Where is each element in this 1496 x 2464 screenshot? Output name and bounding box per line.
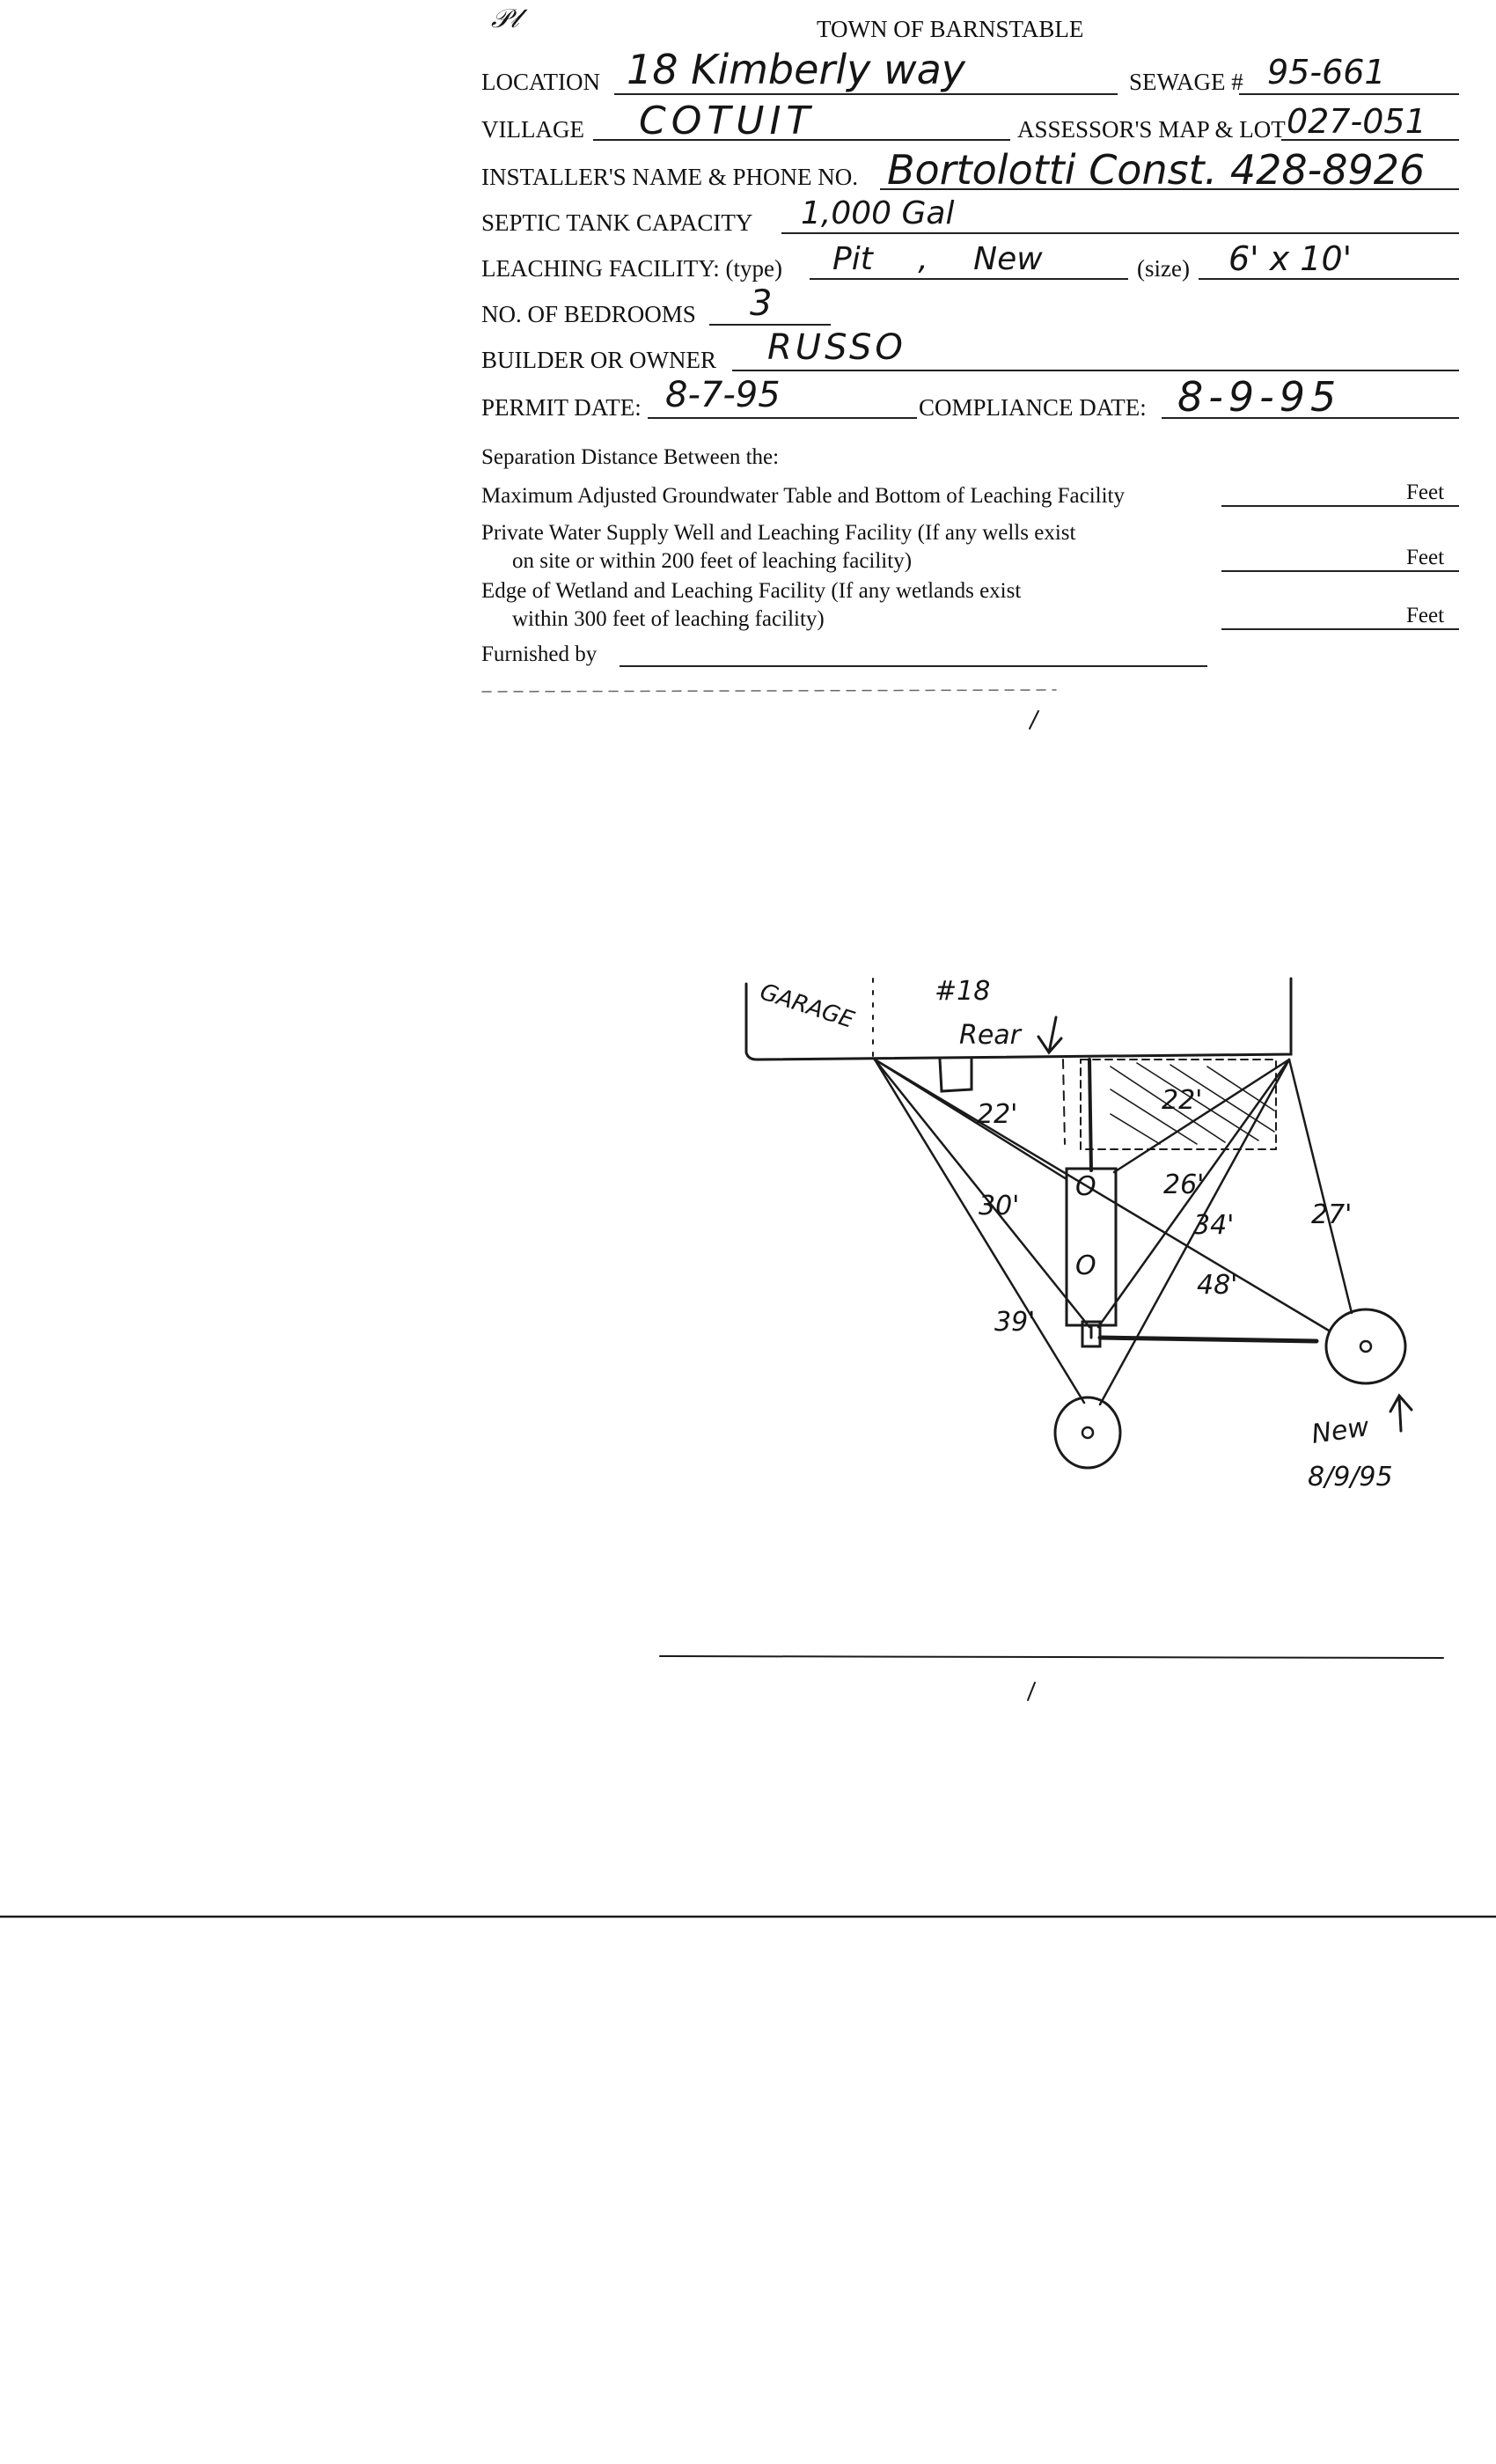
pipe-dashed-left xyxy=(1063,1060,1065,1144)
village-value: COTUIT xyxy=(639,99,816,143)
dim-22-left: 22' xyxy=(977,1099,1018,1130)
location-value: 18 Kimberly way xyxy=(627,46,965,93)
compliance-label: COMPLIANCE DATE: xyxy=(919,394,1147,421)
new-pit-arrow-icon xyxy=(1390,1396,1412,1431)
separation-row-well-line2: on site or within 200 feet of leaching facility) xyxy=(512,549,913,573)
dim-27: 27' xyxy=(1311,1199,1353,1230)
sewage-value: 95-661 xyxy=(1267,53,1386,92)
new-pit-date: 8/9/95 xyxy=(1308,1462,1393,1492)
dim-30: 30' xyxy=(979,1191,1020,1221)
garage-label: GARAGE xyxy=(756,979,858,1034)
wetland-feet-unit: Feet xyxy=(1406,604,1445,627)
groundwater-feet-unit: Feet xyxy=(1406,480,1445,504)
builder-label: BUILDER OR OWNER xyxy=(481,347,716,373)
pipe-to-new-pit xyxy=(1100,1338,1316,1341)
size-label: (size) xyxy=(1137,255,1190,282)
bedrooms-value: 3 xyxy=(750,283,773,324)
new-pit-note: New xyxy=(1309,1412,1371,1450)
sewage-label: SEWAGE # xyxy=(1129,69,1243,95)
separation-row-groundwater: Maximum Adjusted Groundwater Table and Bottom of Leaching Facility xyxy=(481,484,1125,508)
installer-value: Bortolotti Const. 428-8926 xyxy=(887,146,1426,194)
leaching-pit-old-center xyxy=(1082,1427,1093,1438)
initial-mark: 𝒫𝓁 xyxy=(491,4,519,34)
dim-22-right: 22' xyxy=(1162,1085,1203,1116)
tank-mark-outlet: O xyxy=(1075,1250,1096,1281)
size-value: 6' x 10' xyxy=(1228,239,1353,278)
form-title: TOWN OF BARNSTABLE xyxy=(817,16,1084,42)
dim-26: 26' xyxy=(1163,1170,1205,1200)
installer-label: INSTALLER'S NAME & PHONE NO. xyxy=(481,164,858,190)
scan-tick-mark xyxy=(1030,711,1038,729)
bedrooms-label: NO. OF BEDROOMS xyxy=(481,301,696,327)
well-feet-unit: Feet xyxy=(1406,546,1445,569)
rear-arrow-icon xyxy=(1038,1017,1061,1052)
leaching-pit-new xyxy=(1326,1309,1405,1383)
separation-row-wetland-line2: within 300 feet of leaching facility) xyxy=(512,607,825,631)
builder-value: RUSSO xyxy=(767,327,906,368)
house-bump xyxy=(940,1060,972,1091)
tank-mark-inlet: O xyxy=(1075,1171,1096,1202)
separation-row-well-line1: Private Water Supply Well and Leaching Facility (If any wells exist xyxy=(481,521,1076,545)
furnished-label: Furnished by xyxy=(481,642,598,666)
dim-34: 34' xyxy=(1193,1210,1235,1241)
village-label: VILLAGE xyxy=(481,116,584,143)
tank-label: SEPTIC TANK CAPACITY xyxy=(481,209,753,236)
scan-lower-rule xyxy=(660,1656,1443,1658)
scan-dashed-rule xyxy=(482,690,1056,692)
rear-label: Rear xyxy=(959,1020,1022,1051)
leaching-pit-new-center xyxy=(1360,1341,1371,1352)
tank-value: 1,000 Gal xyxy=(801,195,955,231)
separation-row-wetland-line1: Edge of Wetland and Leaching Facility (If any wetlands exist xyxy=(481,579,1022,603)
assessor-label: ASSESSOR'S MAP & LOT xyxy=(1017,116,1286,143)
permit-value: 8-7-95 xyxy=(665,375,781,415)
permit-label: PERMIT DATE: xyxy=(481,394,642,421)
building-sewer-pipe xyxy=(1089,1060,1091,1170)
leaching-pit-old xyxy=(1055,1397,1120,1468)
house-number: #18 xyxy=(935,976,991,1007)
compliance-value: 8-9-95 xyxy=(1177,373,1342,421)
assessor-value: 027-051 xyxy=(1287,102,1426,141)
leaching-label: LEACHING FACILITY: (type) xyxy=(481,255,782,282)
location-label: LOCATION xyxy=(481,69,600,95)
separation-heading: Separation Distance Between the: xyxy=(481,445,780,469)
scan-lower-tick xyxy=(1028,1683,1035,1700)
dim-39: 39' xyxy=(994,1307,1036,1338)
leaching-type-value: Pit , New xyxy=(832,241,1043,277)
dim-48: 48' xyxy=(1197,1270,1238,1301)
dimension-lines xyxy=(875,1060,1352,1404)
